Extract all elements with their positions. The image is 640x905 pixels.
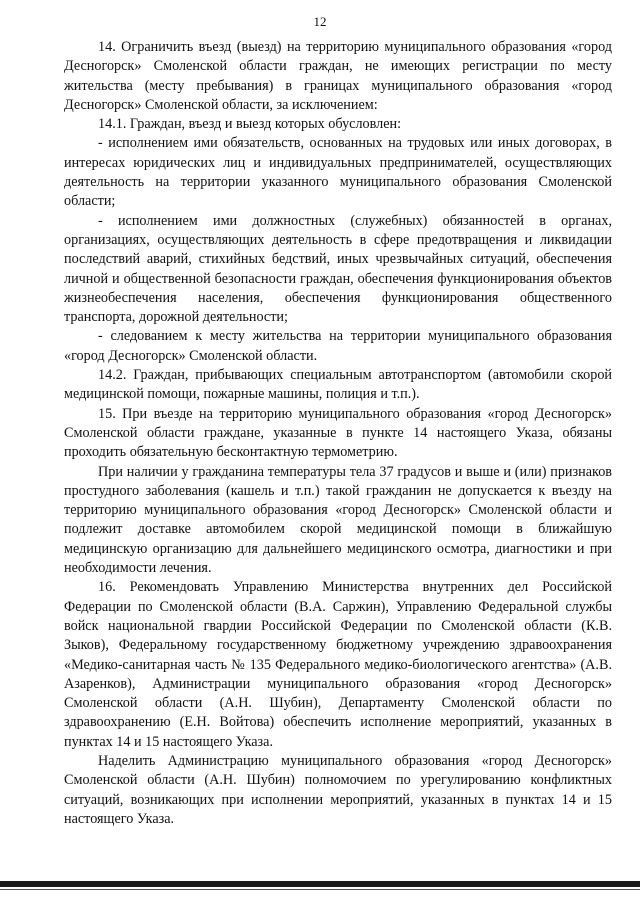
paragraph-bullet-official-duties: - исполнением ими должностных (служебных) обязанностей в органах, организациях, осуществляющих деятельность в сфере предотвращения и ликвидации последствий аварий, стихийных бедствий, иных чрезвычайных ситуаций, обеспечения личной и общественной безопасности граждан, обеспечения функционирования объектов жизнеобеспечения населения, обеспечения функционирования общественного транспорта, дорожной деятельности; <box>64 212 612 326</box>
page-number: 12 <box>313 14 327 29</box>
paragraph-conflict-resolution: Наделить Администрацию муниципального образования «город Десногорск» Смоленской области (А.Н. Шубин) полномочием по урегулированию конфликтных ситуаций, возникающих при исполнении мероприятий, указанных в пунктах 14 и 15 настоящего Указа. <box>64 752 612 827</box>
paragraph-bullet-contracts: - исполнением ими обязательств, основанных на трудовых или иных договорах, в интересах юридических лиц и индивидуальных предпринимателей, осуществляющих деятельность на территории указанного муниципального образования Смоленской области; <box>64 135 612 210</box>
paragraph-clause-14-1: 14.1. Граждан, въезд и выезд которых обусловлен: <box>98 116 402 133</box>
paragraph-clause-14-2: 14.2. Граждан, прибывающих специальным автотранспортом (автомобили скорой медицинской помощи, пожарные машины, полиция и т.п.). <box>64 367 612 403</box>
paragraph-clause-14: 14. Ограничить въезд (выезд) на территорию муниципального образования «город Десногорск» Смоленской области граждан, не имеющих регистрации по месту жительства (месту пребывания) в границах муниципального образования «город Десногорск» Смоленской области, за исключением: <box>64 39 612 113</box>
paragraph-temperature: При наличии у гражданина температуры тела 37 градусов и выше и (или) признаков простудного заболевания (кашель и т.п.) такой гражданин не допускается к въезду на территорию муниципального образования «город Десногорск» Смоленской области и подлежит доставке автомобилем скорой медицинской помощи в ближайшую медицинскую организацию для дальнейшего медицинского осмотра, диагностики и при необходимости лечения. <box>64 463 612 577</box>
bottom-scan-rule-thin <box>0 889 640 890</box>
document-body <box>64 38 612 829</box>
paragraph-clause-16: 16. Рекомендовать Управлению Министерства внутренних дел Российской Федерации по Смоленской области (В.А. Саржин), Управлению Федеральной службы войск национальной гвардии Российской Федерации по Смоленской области (К.В. Зыков), Федеральному государственному бюджетному учреждению здравоохранения «Медико-санитарная часть № 135 Федерального медико-биологического агентства» (А.В. Азаренков), Администрации муниципального образования «город Десногорск» Смоленской области (А.Н. Шубин), Департаменту Смоленской области по здравоохранению (Е.Н. Войтова) обеспечить исполнение мероприятий, указанных в пунктах 14 и 15 настоящего Указа. <box>64 579 612 750</box>
paragraph-clause-15: 15. При въезде на территорию муниципального образования «город Десногорск» Смоленской области граждане, указанные в пункте 14 настоящего Указа, обязаны проходить обязательную бесконтактную термометрию. <box>64 405 612 461</box>
paragraph-bullet-residence: - следованием к месту жительства на территории муниципального образования «город Десногорск» Смоленской области. <box>64 328 612 364</box>
bottom-scan-rule <box>0 881 640 887</box>
